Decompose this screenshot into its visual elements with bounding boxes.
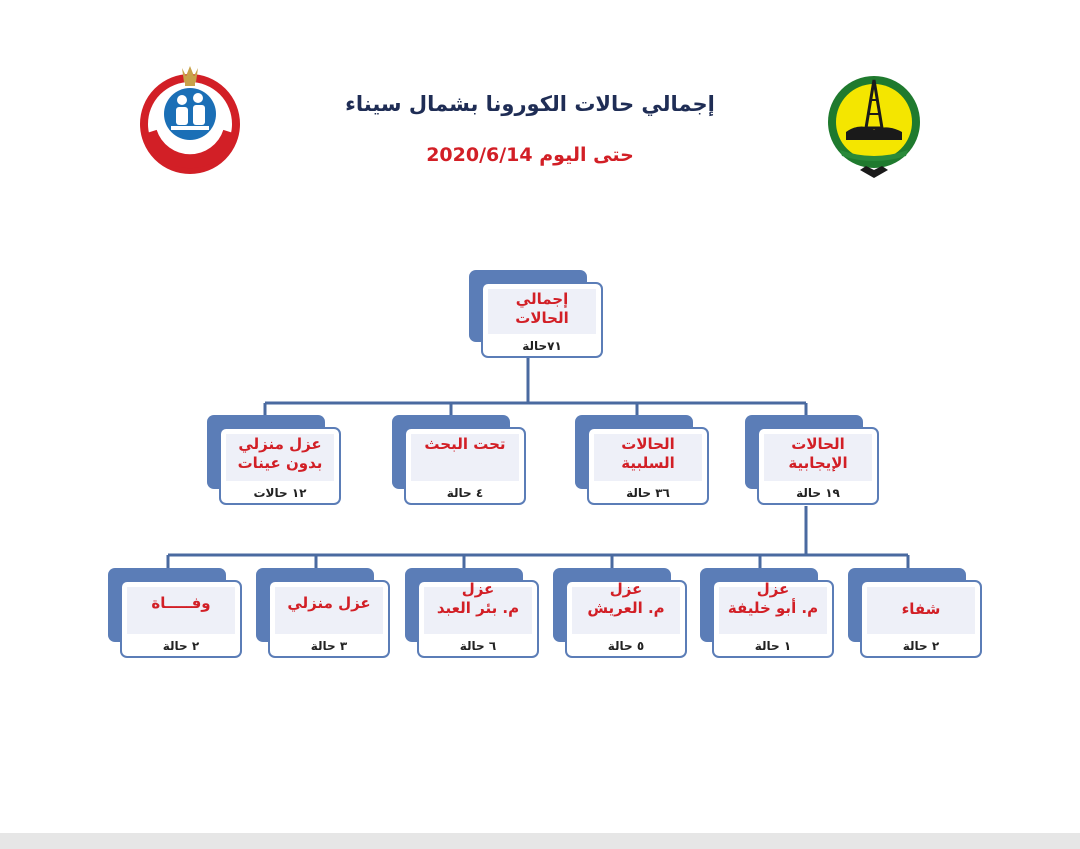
bottom-bar bbox=[0, 833, 1080, 849]
node-label: إجمالي الحالات bbox=[515, 290, 569, 327]
node-label: عزل م. أبو خليفة bbox=[727, 580, 819, 617]
node-label: عزل منزلي bbox=[287, 594, 371, 612]
node-label: عزل م. بئر العبد bbox=[436, 580, 520, 617]
node-value: ١٢ حالات bbox=[253, 486, 307, 500]
node-label: شفاء bbox=[901, 600, 941, 618]
node-isolation-bir-al-abd bbox=[405, 568, 541, 660]
node-value: ٥ حالة bbox=[607, 639, 645, 653]
node-label: عزل م. العريش bbox=[587, 580, 665, 617]
node-value: ٣ حالة bbox=[310, 639, 348, 653]
node-label: الحالات السلبية bbox=[621, 435, 675, 472]
node-recovered bbox=[848, 568, 984, 660]
node-value: ٧١حالة bbox=[522, 339, 562, 353]
node-label: الحالات الإيجابية bbox=[788, 435, 848, 472]
node-under-investigation bbox=[392, 415, 528, 507]
node-home-isolation-no-samples bbox=[207, 415, 343, 507]
page-subtitle-date: حتى اليوم 2020/6/14 bbox=[426, 144, 634, 166]
node-value: ١ حالة bbox=[754, 639, 792, 653]
node-home-isolation bbox=[256, 568, 392, 660]
root-node-total-cases bbox=[469, 270, 605, 360]
node-label: عزل منزلي بدون عينات bbox=[237, 435, 323, 472]
node-isolation-al-arish bbox=[553, 568, 689, 660]
node-label: وفـــــاة bbox=[151, 594, 211, 612]
node-value: ٦ حالة bbox=[459, 639, 497, 653]
node-value: ٣٦ حالة bbox=[626, 486, 670, 500]
node-value: ٤ حالة bbox=[446, 486, 484, 500]
page-title: إجمالي حالات الكورونا بشمال سيناء bbox=[345, 92, 715, 116]
node-negative-cases bbox=[575, 415, 711, 507]
node-positive-cases bbox=[745, 415, 881, 507]
node-isolation-abu-khalifa bbox=[700, 568, 836, 660]
node-deaths bbox=[108, 568, 244, 660]
node-value: ١٩ حالة bbox=[796, 486, 840, 500]
node-value: ٢ حالة bbox=[902, 639, 940, 653]
node-value: ٢ حالة bbox=[162, 639, 200, 653]
node-label: تحت البحث bbox=[424, 435, 506, 453]
